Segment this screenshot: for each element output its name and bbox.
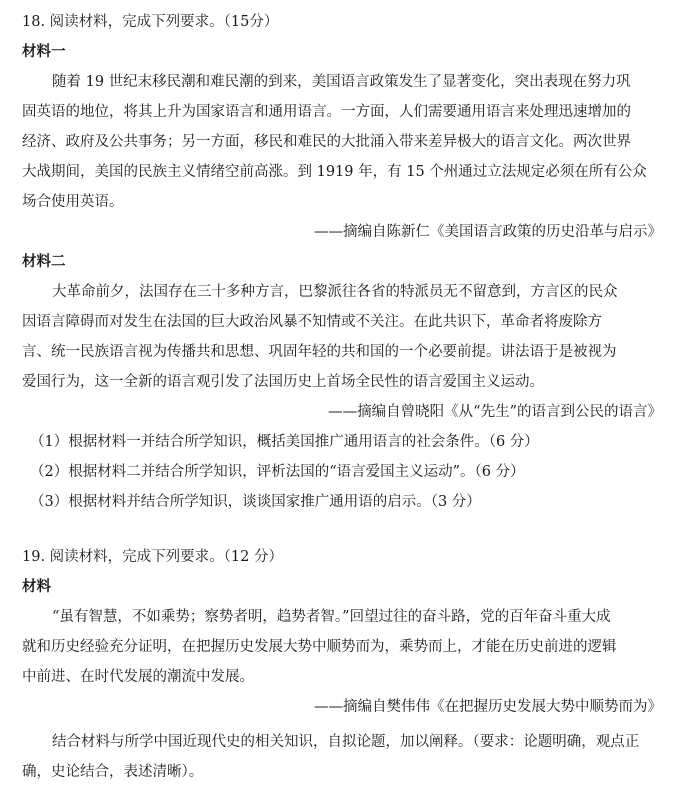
question-18-title: 18. 阅读材料，完成下列要求。（15分） (22, 14, 279, 30)
material-line-2: 就和历史经验充分证明，在把握历史发展大势中顺势而为，乘势而上，才能在历史前进的逻辑 (22, 639, 617, 655)
material-line-3: 中前进、在时代发展的潮流中发展。 (22, 669, 254, 685)
material-1-source: ——摘编自陈新仁《美国语言政策的历史沿革与启示》 (314, 224, 662, 240)
material-1-line-2: 固英语的地位，将其上升为国家语言和通用语言。一方面，人们需要通用语言来处理迅速增加的 (22, 104, 631, 120)
material-1-line-1: 随着 19 世纪末移民潮和难民潮的到来，美国语言政策发生了显著变化，突出表现在努力巩 (52, 74, 631, 90)
material-1-line-5: 场合使用英语。 (22, 194, 124, 210)
material-1-line-3: 经济、政府及公共事务；另一方面，移民和难民的大批涌入带来差异极大的语言文化。两次世界 (22, 134, 631, 150)
material-2-line-3: 言、统一民族语言视为传播共和思想、巩固年轻的共和国的一个必要前提。讲法语于是被视为 (22, 344, 617, 360)
sub-question-1: （1）根据材料一并结合所学知识，概括美国推广通用语言的社会条件。（6 分） (30, 434, 539, 450)
sub-question-2: （2）根据材料二并结合所学知识，评析法国的“语言爱国主义运动”。（6 分） (30, 464, 525, 480)
material-source: ——摘编自樊伟伟《在把握历史发展大势中顺势而为》 (314, 699, 662, 715)
sub-question-3: （3）根据材料并结合所学知识，谈谈国家推广通用语的启示。（3 分） (30, 494, 481, 510)
task-line-2: 确，史论结合，表述清晰）。 (22, 764, 204, 780)
material-2-label: 材料二 (22, 253, 66, 270)
material-line-1: “虽有智慧，不如乘势；察势者明，趋势者智。”回望过往的奋斗路，党的百年奋斗重大成 (52, 609, 611, 625)
material-2-line-4: 爱国行为，这一全新的语言观引发了法国历史上首场全民性的语言爱国主义运动。 (22, 374, 544, 390)
material-2-line-1: 大革命前夕，法国存在三十多种方言，巴黎派往各省的特派员无不留意到，方言区的民众 (52, 284, 618, 300)
material-label: 材料 (22, 578, 51, 595)
task-line-1: 结合材料与所学中国近现代史的相关知识，自拟论题，加以阐释。（要求：论题明确，观点正 (52, 734, 640, 750)
material-1-label: 材料一 (22, 43, 66, 60)
material-2-source: ——摘编自曾晓阳《从“先生”的语言到公民的语言》 (328, 404, 662, 420)
question-19-title: 19. 阅读材料，完成下列要求。（12 分） (22, 549, 283, 565)
material-1-line-4: 大战期间，美国的民族主义情绪空前高涨。到 1919 年，有 15 个州通过立法规定必须在所有公众 (22, 164, 647, 180)
material-2-line-2: 因语言障碍而对发生在法国的巨大政治风暴不知情或不关注。在此共识下，革命者将废除方 (22, 314, 602, 330)
